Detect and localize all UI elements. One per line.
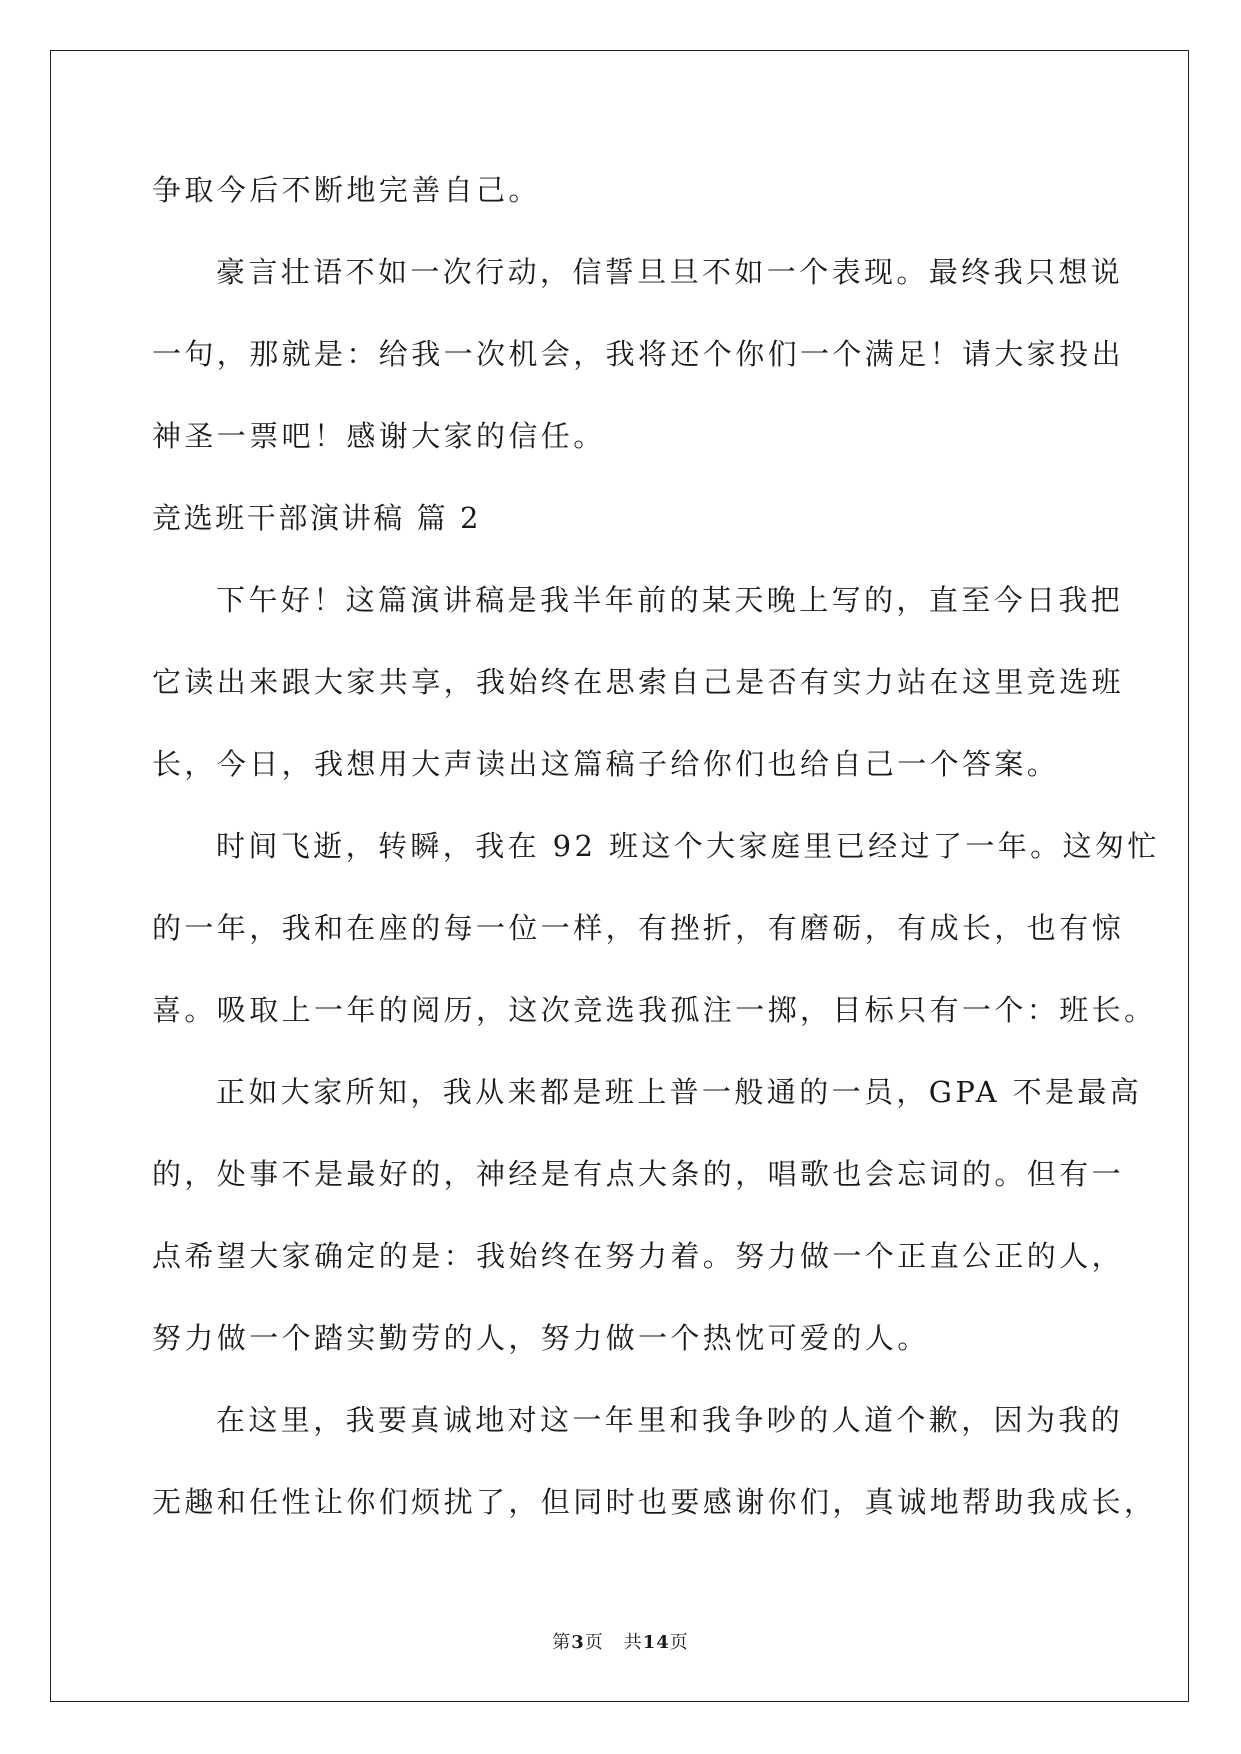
body-line: 无趣和任性让你们烦扰了，但同时也要感谢你们，真诚地帮助我成长， — [152, 1485, 1157, 1519]
page-suffix: 页 — [584, 1632, 604, 1653]
page-prefix: 第 — [552, 1632, 572, 1653]
total-suffix: 页 — [669, 1632, 689, 1653]
body-line: 长，今日，我想用大声读出这篇稿子给你们也给自己一个答案。 — [152, 747, 1060, 781]
paragraph-first-line: 正如大家所知，我从来都是班上普一般通的一员，GPA 不是最高 — [216, 1075, 1143, 1109]
document-body — [152, 160, 1160, 1554]
section-heading: 竞选班干部演讲稿 篇 2 — [152, 501, 482, 535]
body-line: 它读出来跟大家共享，我始终在思索自己是否有实力站在这里竞选班 — [152, 665, 1125, 699]
paragraph-first-line: 下午好！这篇演讲稿是我半年前的某天晚上写的，直至今日我把 — [216, 583, 1124, 617]
paragraph-first-line: 时间飞逝，转瞬，我在 92 班这个大家庭里已经过了一年。这匆忙 — [216, 829, 1160, 863]
paragraph-first-line: 在这里，我要真诚地对这一年里和我争吵的人道个歉，因为我的 — [216, 1403, 1124, 1437]
body-line: 一句，那就是：给我一次机会，我将还个你们一个满足！请大家投出 — [152, 337, 1125, 371]
body-line: 神圣一票吧！感谢大家的信任。 — [152, 419, 606, 453]
body-line: 的，处事不是最好的，神经是有点大条的，唱歌也会忘词的。但有一 — [152, 1157, 1125, 1191]
page-footer — [0, 1628, 1241, 1654]
body-line: 点希望大家确定的是：我始终在努力着。努力做一个正直公正的人， — [152, 1239, 1125, 1273]
body-line: 喜。吸取上一年的阅历，这次竞选我孤注一掷，目标只有一个：班长。 — [152, 993, 1157, 1027]
total-prefix: 共 — [623, 1632, 643, 1653]
page-current: 3 — [571, 1632, 585, 1653]
page-total: 14 — [642, 1632, 670, 1653]
paragraph-first-line: 豪言壮语不如一次行动，信誓旦旦不如一个表现。最终我只想说 — [216, 255, 1124, 289]
body-line: 努力做一个踏实勤劳的人，努力做一个热忱可爱的人。 — [152, 1321, 930, 1355]
body-line: 的一年，我和在座的每一位一样，有挫折，有磨砺，有成长，也有惊 — [152, 911, 1125, 945]
body-line: 争取今后不断地完善自己。 — [152, 173, 541, 207]
